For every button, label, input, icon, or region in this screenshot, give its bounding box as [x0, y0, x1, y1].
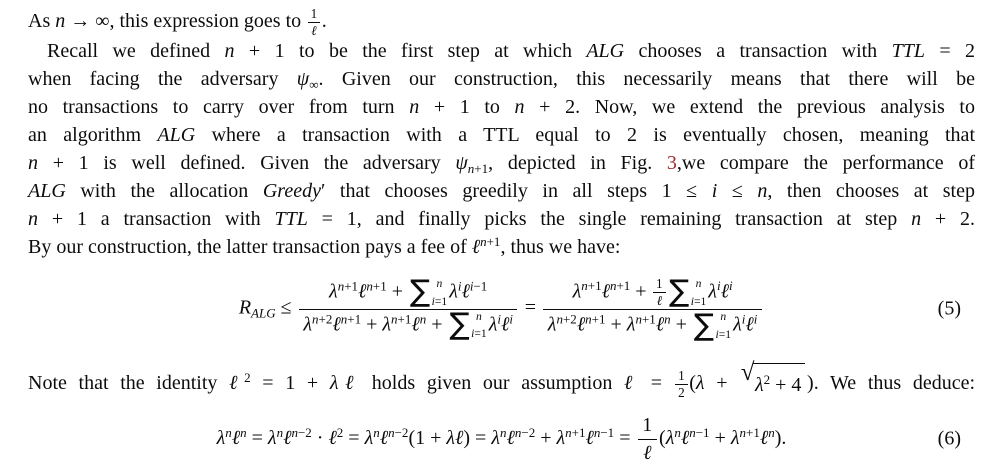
math-var: n: [419, 310, 427, 326]
fig-link[interactable]: 3: [666, 152, 677, 174]
sigma-glyph: ∑: [449, 307, 470, 343]
math-var: n: [28, 152, 38, 174]
math-var: ℓ: [680, 426, 690, 449]
math-var: i: [741, 311, 746, 327]
math-var: n: [224, 40, 235, 62]
math-var: ALG: [251, 305, 276, 321]
math-text: Note that the identity: [28, 372, 230, 394]
math-text: 1: [656, 276, 663, 292]
math-var: n: [225, 424, 232, 440]
math-var: TTL: [891, 40, 925, 62]
fraction: [299, 274, 517, 343]
math-var: λ: [303, 312, 313, 335]
math-text: =1: [718, 328, 732, 342]
math-text: , then chooses at step: [767, 180, 975, 202]
sum-upper-limit: [432, 278, 448, 290]
square-root: [740, 359, 806, 406]
math-text: ·: [311, 426, 329, 449]
math-text: +: [535, 426, 557, 449]
math-text: where a transaction with a TTL equal to 2 is eventually chosen, meaning that: [195, 124, 975, 146]
math-var: n: [391, 310, 398, 326]
paragraph-line: [28, 149, 975, 177]
math-text: 1: [310, 5, 318, 21]
math-var: λℓ: [446, 426, 464, 449]
math-text: ).: [774, 426, 787, 449]
math-text: −2: [521, 424, 536, 440]
math-var: n: [340, 310, 348, 326]
math-text: +1: [372, 278, 387, 294]
paragraph-line: [28, 177, 975, 205]
math-var: i: [509, 310, 513, 326]
math-text: +1: [641, 311, 656, 327]
math-var: λ: [547, 313, 557, 336]
math-var: λ: [449, 280, 458, 303]
subscript: [468, 161, 488, 176]
superscript: [341, 311, 361, 326]
math-var: n: [739, 424, 747, 440]
math-var: n: [409, 96, 420, 118]
math-var: n: [768, 424, 775, 440]
math-text: ′ that chooses greedily in all steps 1 ≤: [320, 180, 712, 202]
math-var: i: [711, 180, 718, 202]
sigma-glyph: ∑: [410, 274, 431, 310]
math-var: i: [728, 278, 733, 294]
math-var: n: [757, 180, 768, 202]
math-var: n: [609, 278, 617, 294]
superscript: [388, 424, 408, 439]
math-text: 2: [244, 369, 251, 385]
math-var: n: [585, 311, 592, 327]
fraction: [675, 369, 687, 400]
math-var: λ: [491, 426, 501, 449]
math-var: n: [476, 309, 482, 323]
math-var: n: [635, 311, 642, 327]
math-text: = 2: [924, 40, 976, 62]
fraction-denominator: [308, 22, 320, 38]
math-var: i: [497, 310, 501, 326]
math-var: n: [500, 424, 507, 440]
math-var: n: [581, 278, 588, 294]
paragraph-line: [28, 205, 975, 233]
paragraph-line: [28, 121, 975, 149]
math-var: Greedy: [262, 180, 321, 202]
superscript: [480, 234, 500, 249]
math-var: n: [388, 424, 395, 440]
math-text: =1: [434, 294, 448, 308]
math-text: +2: [318, 310, 333, 326]
math-text: when facing the adversary: [28, 68, 297, 90]
math-text: +: [361, 312, 383, 335]
fraction-numerator: [299, 274, 517, 310]
sum-limits: [716, 311, 732, 341]
math-text: → ∞, this expression goes to: [65, 10, 307, 32]
fraction-denominator: [299, 309, 517, 341]
sqrt-content: [753, 363, 805, 406]
superscript: [594, 424, 614, 439]
math-text: 1: [678, 367, 685, 383]
math-var: n: [28, 208, 38, 230]
math-text: −2: [297, 424, 312, 440]
math-text: + 4: [770, 373, 802, 396]
math-var: ψ: [296, 68, 310, 90]
math-var: n: [674, 424, 681, 440]
equation-6: [28, 405, 975, 473]
math-var: λ: [488, 312, 498, 335]
math-text: +: [426, 312, 448, 335]
math-text: −1: [600, 424, 615, 440]
math-text: + 1 to be the first step at which: [234, 40, 587, 62]
fraction-numerator: [675, 369, 687, 384]
math-var: n: [312, 310, 319, 326]
sum-upper-limit: [471, 311, 487, 323]
math-var: λ: [665, 426, 675, 449]
math-text: +1: [474, 160, 489, 176]
math-text: =: [343, 426, 365, 449]
math-text: By our construction, the latter transaction pays a fee of: [28, 236, 472, 258]
radical-glyph: √: [740, 359, 755, 387]
math-text: +1: [746, 424, 760, 440]
math-var: ℓ: [379, 426, 389, 449]
superscript: [470, 278, 487, 293]
math-var: ℓ: [655, 313, 665, 336]
summation: [410, 274, 448, 310]
math-text: +1: [397, 310, 412, 326]
math-var: ℓ: [585, 426, 594, 449]
math-var: n: [664, 311, 671, 327]
fraction-numerator: [653, 277, 665, 292]
math-var: ℓ: [229, 372, 245, 394]
math-var: ℓ: [506, 426, 515, 449]
math-var: n: [337, 278, 345, 294]
math-text: =1: [474, 327, 487, 341]
math-text: =: [614, 426, 636, 449]
math-var: ℓ: [411, 312, 420, 335]
math-var: i: [716, 278, 721, 294]
math-text: +1: [616, 278, 631, 294]
math-var: ℓ: [311, 22, 317, 38]
body-paragraph: [28, 37, 975, 261]
math-var: λ: [382, 312, 392, 335]
paragraph-line: [28, 93, 975, 121]
math-text: + 1 is well defined. Given the adversary: [38, 152, 456, 174]
math-text: .: [321, 10, 327, 32]
math-text: +1: [347, 310, 362, 326]
math-var: n: [366, 278, 373, 294]
sum-limits: [471, 311, 487, 341]
math-var: n: [720, 310, 727, 324]
sum-lower-limit: [691, 296, 707, 308]
superscript: [754, 312, 758, 327]
math-text: +2: [562, 311, 577, 327]
subscript: [251, 305, 276, 320]
math-var: i: [715, 328, 719, 342]
math-text: + 2. Now, we extend the previous analysis to: [524, 96, 975, 118]
summation: [693, 307, 732, 343]
equation-6-content: [217, 413, 787, 466]
math-text: 2: [336, 424, 344, 440]
math-var: ℓ: [720, 280, 729, 303]
superscript: [366, 278, 386, 293]
sum-upper-limit: [691, 278, 707, 290]
math-text: + 1 to: [419, 96, 515, 118]
fraction: [638, 413, 657, 466]
math-text: 2: [763, 371, 771, 387]
math-text: (1 +: [408, 426, 447, 449]
fraction-numerator: [308, 7, 320, 22]
math-var: ℓ: [358, 280, 367, 303]
math-text: ). We thus deduce:: [807, 372, 976, 394]
sum-lower-limit: [716, 329, 732, 341]
math-text: an algorithm: [28, 124, 158, 146]
math-var: λ: [695, 372, 705, 394]
math-var: i: [471, 327, 475, 341]
superscript: [556, 312, 576, 327]
equation-5: [28, 266, 975, 352]
math-var: λ: [708, 280, 717, 303]
math-text: +1: [571, 424, 586, 440]
math-text: , depicted in Fig.: [488, 152, 667, 174]
math-var: ψ: [455, 152, 468, 174]
math-var: n: [373, 424, 380, 440]
sum-upper-limit: [716, 311, 732, 323]
math-var: ℓ: [471, 236, 481, 258]
fraction-denominator: [543, 309, 761, 341]
math-text: +: [630, 280, 652, 303]
math-var: n: [565, 424, 572, 440]
math-text: (: [659, 426, 666, 449]
math-text: +: [670, 313, 692, 336]
sum-limits: [432, 278, 448, 308]
paragraph-line: [28, 65, 975, 93]
math-text: −1: [473, 278, 488, 294]
summation: [449, 307, 487, 343]
math-var: i: [431, 294, 435, 308]
math-text: (: [689, 372, 696, 394]
fraction-denominator: [638, 439, 657, 466]
math-var: TTL: [274, 208, 308, 230]
math-text: . Given our construction, this necessarily means that there will be: [318, 68, 975, 90]
math-var: ℓ: [576, 313, 586, 336]
math-text: ∞: [309, 76, 319, 92]
math-var: ℓ: [332, 312, 341, 335]
math-var: λ: [730, 426, 740, 449]
math-text: = 1 +: [250, 372, 330, 394]
math-var: n: [480, 233, 487, 249]
math-var: ℓ: [283, 426, 292, 449]
intro-line: [28, 6, 975, 37]
math-var: R: [238, 296, 252, 319]
equation-5-number: (5): [937, 297, 961, 320]
math-var: ℓ: [500, 312, 510, 335]
math-var: ℓ: [328, 426, 337, 449]
math-text: +: [605, 313, 627, 336]
superscript: [312, 311, 332, 326]
math-var: λ: [733, 313, 742, 336]
math-text: +: [386, 280, 408, 303]
fraction-denominator: [653, 292, 665, 308]
math-text: Recall we defined: [47, 40, 225, 62]
math-var: n: [556, 311, 563, 327]
math-text: holds given our assumption: [360, 372, 625, 394]
math-var: ALG: [586, 40, 625, 62]
superscript: [509, 311, 513, 326]
math-var: n: [436, 276, 443, 290]
paragraph-line: [28, 37, 975, 65]
math-var: ALG: [157, 124, 196, 146]
math-var: λ: [329, 280, 338, 303]
fraction-denominator: [675, 384, 687, 400]
fraction-numerator: [543, 274, 761, 310]
superscript: [581, 278, 601, 293]
math-text: As: [28, 10, 56, 32]
math-var: i: [690, 294, 694, 308]
math-text: +: [709, 426, 731, 449]
math-text: ) =: [463, 426, 492, 449]
math-var: n: [593, 424, 601, 440]
math-var: ℓ: [759, 426, 769, 449]
superscript: [635, 312, 655, 327]
math-text: +: [704, 372, 740, 394]
math-text: ≤: [717, 180, 758, 202]
math-text: , thus we have:: [500, 236, 621, 258]
summation: [669, 274, 707, 310]
math-text: =: [519, 296, 542, 319]
math-var: λ: [216, 426, 226, 449]
sum-limits: [691, 278, 707, 308]
sum-lower-limit: [471, 328, 487, 340]
math-text: +1: [591, 311, 606, 327]
math-var: i: [469, 278, 474, 294]
sigma-glyph: ∑: [669, 274, 690, 310]
math-var: λ: [572, 280, 582, 303]
superscript: [391, 311, 411, 326]
math-var: n: [911, 208, 922, 230]
superscript: [689, 424, 709, 439]
math-var: ℓ: [601, 280, 610, 303]
math-var: λ: [556, 426, 566, 449]
superscript: [291, 424, 311, 439]
math-var: ℓ: [656, 292, 663, 308]
math-text: 2: [678, 384, 685, 400]
math-var: n: [695, 276, 702, 290]
math-var: ℓ: [745, 313, 754, 336]
superscript: [729, 278, 733, 293]
math-var: λℓ: [329, 372, 361, 394]
superscript: [515, 424, 535, 439]
math-var: n: [689, 424, 696, 440]
math-text: +1: [587, 278, 602, 294]
math-var: λ: [364, 426, 374, 449]
math-text: 1: [642, 413, 653, 436]
math-var: i: [457, 278, 462, 294]
math-text: chooses a transaction with: [624, 40, 892, 62]
math-text: +1: [486, 233, 501, 249]
math-var: n: [467, 160, 475, 176]
math-text: =: [639, 372, 674, 394]
superscript: [565, 424, 585, 439]
math-var: n: [291, 424, 298, 440]
math-text: + 2.: [921, 208, 976, 230]
math-var: ALG: [28, 180, 66, 202]
math-text: with the allocation: [65, 180, 263, 202]
math-var: n: [514, 424, 522, 440]
math-var: ℓ: [231, 426, 241, 449]
math-var: ℓ: [461, 280, 470, 303]
math-var: n: [514, 96, 525, 118]
math-var: ℓ: [624, 372, 640, 394]
math-text: =1: [693, 294, 707, 308]
math-var: λ: [267, 426, 277, 449]
sigma-glyph: ∑: [693, 307, 715, 343]
math-var: λ: [626, 313, 636, 336]
math-text: no transactions to carry over from turn: [28, 96, 410, 118]
math-var: i: [753, 311, 758, 327]
superscript: [610, 278, 630, 293]
math-text: −1: [695, 424, 710, 440]
fraction-numerator: [638, 413, 657, 439]
note-line: [28, 359, 976, 404]
sum-lower-limit: [432, 296, 448, 308]
fraction: [653, 277, 665, 308]
math-text: = 1, and finally picks the single remaining transaction at step: [307, 208, 912, 230]
math-text: =: [246, 426, 268, 449]
math-text: −2: [394, 424, 409, 440]
math-var: ℓ: [643, 441, 652, 464]
math-var: λ: [754, 373, 764, 396]
fraction: [543, 274, 761, 343]
superscript: [338, 278, 358, 293]
math-var: n: [55, 10, 66, 32]
superscript: [585, 312, 605, 327]
math-text: +1: [344, 278, 359, 294]
equation-6-number: (6): [937, 427, 961, 450]
superscript: [740, 424, 760, 439]
math-var: n: [240, 424, 247, 440]
math-text: + 1 a transaction with: [38, 208, 275, 230]
math-var: n: [276, 424, 284, 440]
equation-5-content: [238, 274, 764, 343]
fraction: [308, 7, 320, 38]
math-text: ,we compare the performance of: [676, 152, 976, 174]
math-text: ≤: [275, 296, 297, 319]
paragraph-line: [28, 233, 975, 261]
